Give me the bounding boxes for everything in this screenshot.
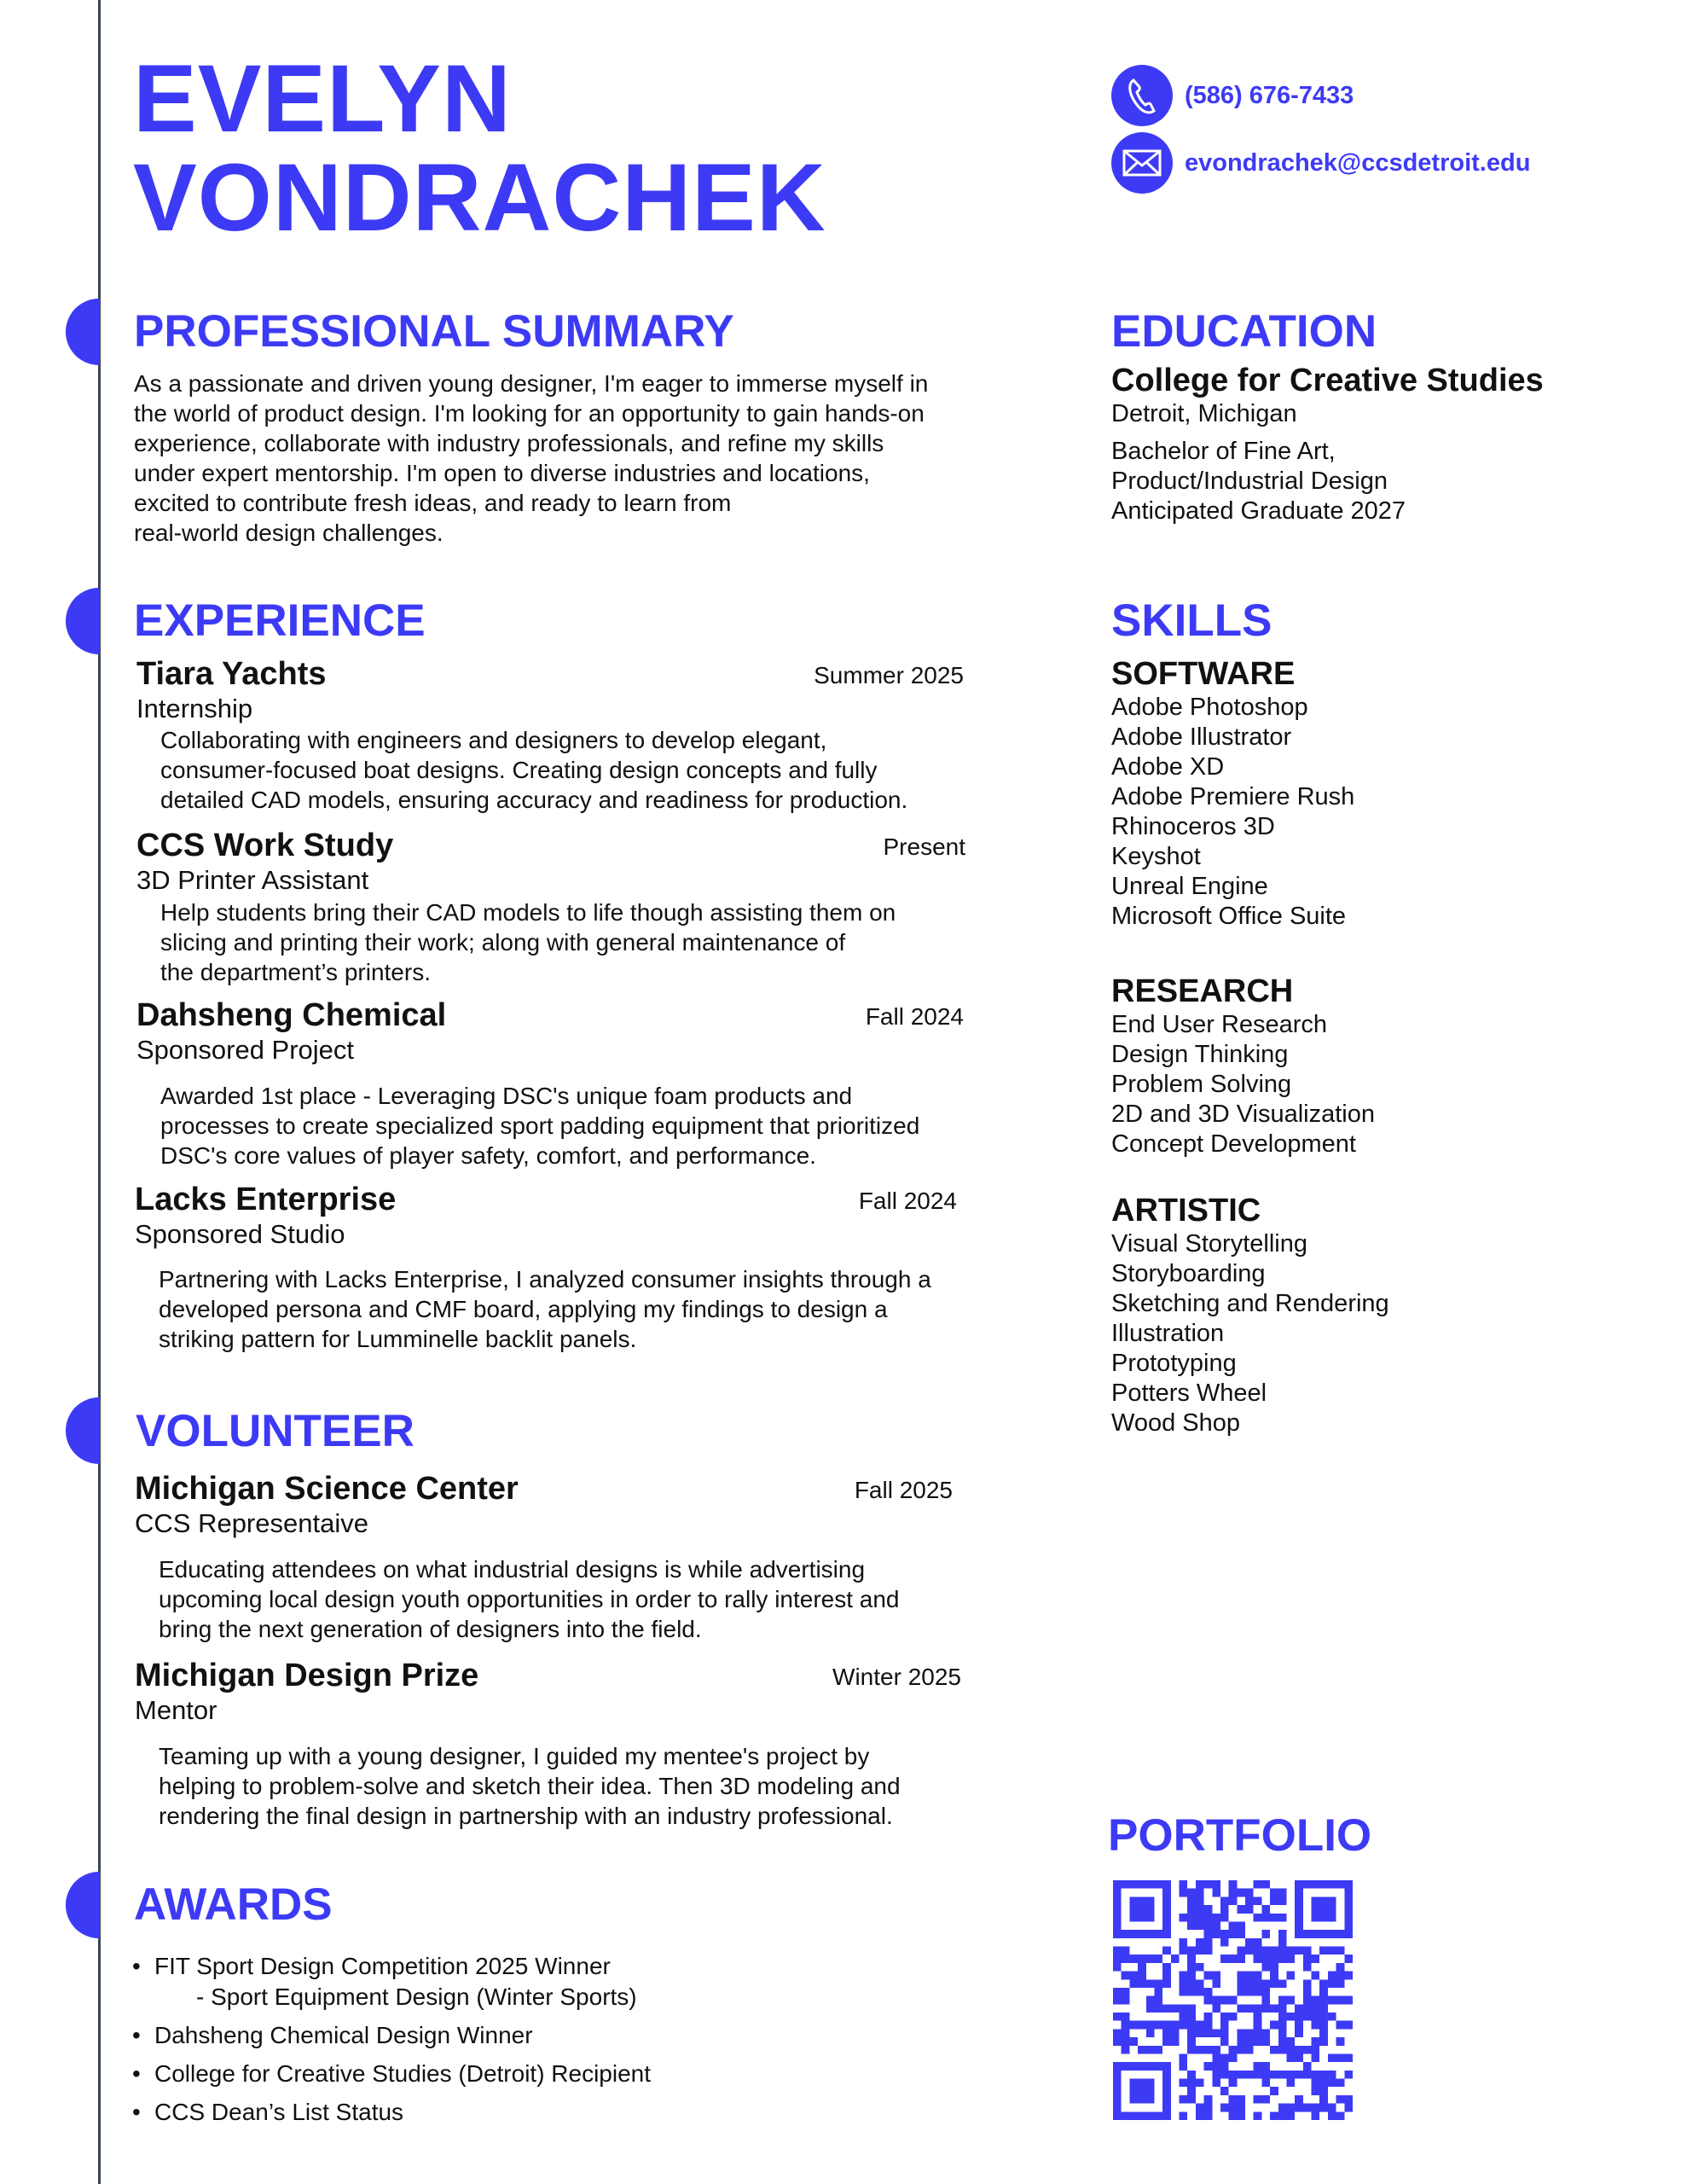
portfolio-heading: PORTFOLIO — [1108, 1810, 1372, 1861]
section-marker — [66, 1397, 100, 1464]
text-line: End User Research — [1111, 1011, 1328, 1038]
role-title: 3D Printer Assistant — [136, 865, 369, 895]
text-line: Wood Shop — [1111, 1409, 1241, 1437]
summary-text — [134, 369, 928, 548]
skill-category: ARTISTIC — [1111, 1193, 1261, 1228]
text-line: 2D and 3D Visualization — [1111, 1101, 1375, 1128]
text-line: Unreal Engine — [1111, 873, 1268, 900]
degree-info — [1111, 437, 1406, 526]
text-line: under expert mentorship. I'm open to diverse industries and locations, — [134, 460, 870, 486]
text-line: upcoming local design youth opportunities in order to rally interest and — [159, 1586, 900, 1612]
experience-heading: EXPERIENCE — [134, 595, 426, 646]
entry-date: Summer 2025 — [814, 662, 964, 688]
volunteer-heading: VOLUNTEER — [136, 1406, 415, 1456]
text-line: Rhinoceros 3D — [1111, 813, 1275, 840]
phone-icon — [1111, 65, 1173, 126]
text-line: Product/Industrial Design — [1111, 468, 1388, 495]
education-heading: EDUCATION — [1111, 306, 1377, 357]
entry-description — [160, 725, 907, 815]
candidate-name — [133, 45, 826, 251]
text-line: Adobe Photoshop — [1111, 694, 1308, 721]
skill-category: SOFTWARE — [1111, 656, 1296, 692]
text-line: Prototyping — [1111, 1350, 1237, 1377]
phone-number[interactable]: (586) 676-7433 — [1185, 81, 1354, 109]
text-line: detailed CAD models, ensuring accuracy and readiness for production. — [160, 787, 908, 813]
text-line: Illustration — [1111, 1320, 1225, 1347]
text-line: Potters Wheel — [1111, 1380, 1267, 1407]
award-detail: - Sport Equipment Design (Winter Sports) — [196, 1984, 637, 2010]
text-line: rendering the final design in partnership with an industry professional. — [159, 1803, 893, 1829]
text-line: As a passionate and driven young designer, I'm eager to immerse myself in — [134, 370, 929, 397]
text-line: Collaborating with engineers and designers to develop elegant, — [160, 727, 827, 753]
skill-list — [1111, 693, 1354, 932]
award-item: Dahsheng Chemical Design Winner — [154, 2022, 533, 2048]
section-marker — [66, 588, 100, 654]
bullet-icon: • — [132, 2099, 141, 2125]
last-name: VONDRACHEK — [133, 144, 826, 251]
entry-description — [159, 1554, 900, 1644]
skills-heading: SKILLS — [1111, 595, 1272, 646]
qr-code-icon[interactable] — [1113, 1880, 1353, 2120]
organization-name: Michigan Science Center — [135, 1471, 519, 1507]
text-line: Keyshot — [1111, 843, 1201, 870]
organization-name: Tiara Yachts — [136, 656, 327, 692]
text-line: Anticipated Graduate 2027 — [1111, 497, 1406, 525]
text-line: Visual Storytelling — [1111, 1230, 1307, 1258]
entry-date: Winter 2025 — [832, 1664, 961, 1690]
text-line: Adobe Illustrator — [1111, 723, 1292, 751]
bullet-icon: • — [132, 1953, 141, 1979]
entry-description — [160, 1081, 919, 1170]
entry-date: Present — [883, 834, 965, 860]
text-line: Storyboarding — [1111, 1260, 1266, 1287]
text-line: Problem Solving — [1111, 1071, 1292, 1098]
phone-contact — [1111, 65, 1354, 126]
text-line: experience, collaborate with industry professionals, and refine my skills — [134, 430, 884, 456]
entry-date: Fall 2024 — [858, 1188, 957, 1214]
school-name: College for Creative Studies — [1111, 363, 1544, 398]
text-line: Bachelor of Fine Art, — [1111, 438, 1336, 465]
email-address[interactable]: evondrachek@ccsdetroit.edu — [1185, 148, 1531, 177]
text-line: processes to create specialized sport padding equipment that prioritized — [160, 1112, 920, 1139]
skill-list — [1111, 1229, 1389, 1438]
organization-name: Lacks Enterprise — [135, 1182, 397, 1217]
section-marker — [66, 299, 100, 365]
envelope-icon — [1111, 132, 1173, 194]
organization-name: Michigan Design Prize — [135, 1658, 479, 1693]
text-line: Sketching and Rendering — [1111, 1290, 1389, 1317]
award-item: College for Creative Studies (Detroit) Recipient — [154, 2060, 652, 2087]
role-title: CCS Representaive — [135, 1508, 368, 1538]
text-line: Adobe Premiere Rush — [1111, 783, 1355, 810]
award-item: CCS Dean’s List Status — [154, 2099, 404, 2125]
text-line: helping to problem-solve and sketch their idea. Then 3D modeling and — [159, 1773, 901, 1799]
text-line: DSC's core values of player safety, comfort, and performance. — [160, 1142, 816, 1169]
text-line: the department’s printers. — [160, 959, 431, 985]
text-line: Awarded 1st place - Leveraging DSC's unique foam products and — [160, 1083, 853, 1109]
entry-description — [159, 1264, 931, 1354]
text-line: real-world design challenges. — [134, 520, 443, 546]
text-line: Microsoft Office Suite — [1111, 903, 1347, 930]
text-line: Partnering with Lacks Enterprise, I analyzed consumer insights through a — [159, 1266, 931, 1292]
bullet-icon: • — [132, 2022, 141, 2048]
role-title: Internship — [136, 694, 253, 723]
organization-name: Dahsheng Chemical — [136, 997, 447, 1033]
bullet-icon: • — [132, 2060, 141, 2087]
text-line: the world of product design. I'm looking for an opportunity to gain hands-on — [134, 400, 925, 427]
text-line: Help students bring their CAD models to life though assisting them on — [160, 899, 896, 926]
entry-date: Fall 2025 — [854, 1477, 953, 1503]
text-line: slicing and printing their work; along with general maintenance of — [160, 929, 846, 956]
text-line: Design Thinking — [1111, 1041, 1289, 1068]
text-line: developed persona and CMF board, applying my findings to design a — [159, 1296, 888, 1322]
text-line: consumer-focused boat designs. Creating design concepts and fully — [160, 757, 878, 783]
role-title: Mentor — [135, 1695, 217, 1725]
section-marker — [66, 1872, 100, 1938]
awards-heading: AWARDS — [134, 1879, 333, 1930]
text-line: Teaming up with a young designer, I guided my mentee's project by — [159, 1743, 870, 1769]
summary-heading: PROFESSIONAL SUMMARY — [134, 306, 734, 357]
entry-date: Fall 2024 — [865, 1003, 964, 1030]
text-line: striking pattern for Lumminelle backlit panels. — [159, 1326, 637, 1352]
text-line: Adobe XD — [1111, 753, 1225, 781]
entry-description — [159, 1741, 901, 1831]
first-name: EVELYN — [133, 45, 512, 152]
school-location: Detroit, Michigan — [1111, 400, 1297, 427]
text-line: Concept Development — [1111, 1130, 1356, 1158]
text-line: excited to contribute fresh ideas, and ready to learn from — [134, 490, 732, 516]
text-line: Educating attendees on what industrial designs is while advertising — [159, 1556, 866, 1583]
entry-description — [160, 897, 896, 987]
role-title: Sponsored Project — [136, 1035, 355, 1065]
text-line: bring the next generation of designers into the field. — [159, 1616, 702, 1642]
award-item: FIT Sport Design Competition 2025 Winner — [154, 1953, 611, 1979]
skill-category: RESEARCH — [1111, 973, 1294, 1009]
skill-list — [1111, 1010, 1375, 1159]
role-title: Sponsored Studio — [135, 1219, 345, 1249]
organization-name: CCS Work Study — [136, 828, 394, 863]
email-contact — [1111, 132, 1530, 194]
